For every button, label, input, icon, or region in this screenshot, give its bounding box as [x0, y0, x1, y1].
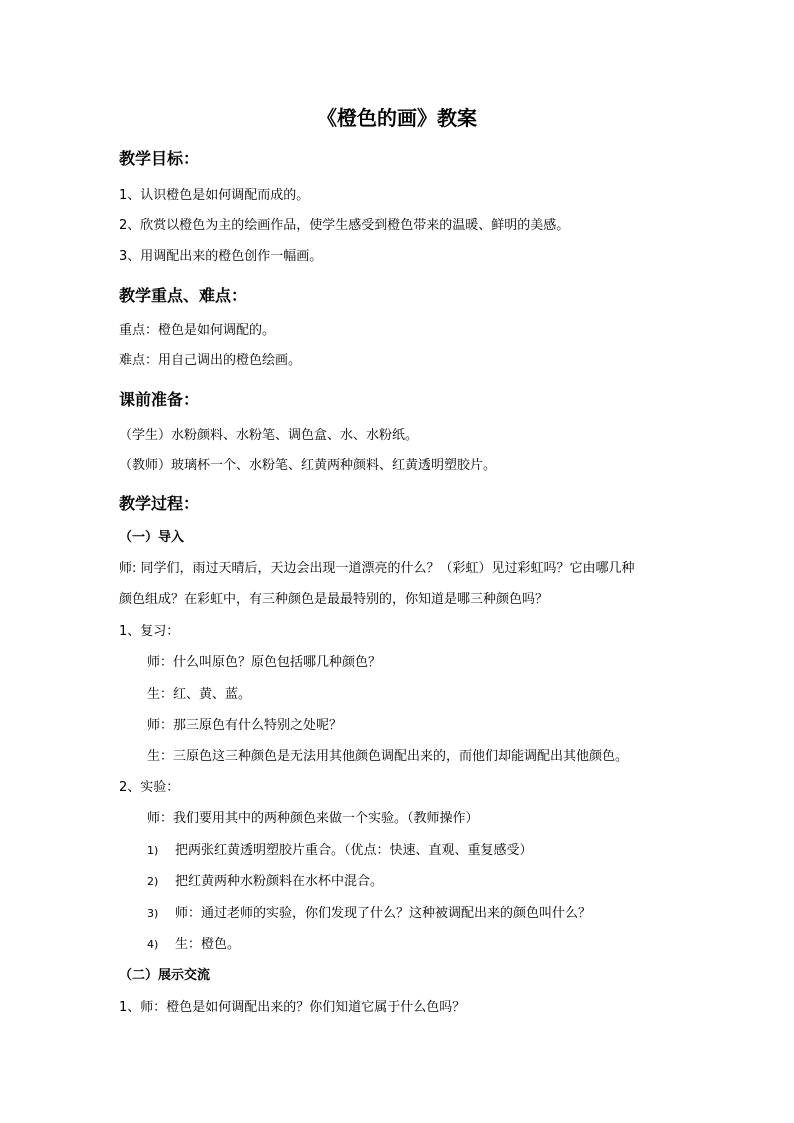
step-text: 把两张红黄透明塑胶片重合。（优点：快速、直观、重复感受） — [175, 843, 533, 858]
subsection-heading-intro: （一）导入 — [119, 530, 185, 545]
dialog-line: 师：那三原色有什么特别之处呢？ — [147, 718, 343, 733]
step-number: 3) — [147, 907, 159, 920]
prep-item: （学生）水粉颜料、水粉笔、调色盒、水、水粉纸。 — [119, 428, 419, 443]
goal-item: 2、欣赏以橙色为主的绘画作品，使学生感受到橙色带来的温暖、鲜明的美感。 — [119, 218, 570, 233]
subsection-heading-exchange: （二）展示交流 — [119, 968, 211, 983]
section-heading-prep: 课前准备： — [119, 390, 200, 409]
keypoint-item: 难点：用自己调出的橙色绘画。 — [119, 353, 302, 368]
experiment-intro: 师：我们要用其中的两种颜色来做一个实验。（教师操作） — [147, 811, 479, 826]
step-text: 师：通过老师的实验，你们发现了什么？这种被调配出来的颜色叫什么？ — [175, 906, 592, 921]
dialog-line: 生：红、黄、蓝。 — [147, 687, 252, 702]
intro-paragraph-line: 颜色组成？在彩虹中，有三种颜色是最最特别的，你知道是哪三种颜色吗？ — [119, 592, 549, 607]
section-heading-process: 教学过程： — [119, 494, 200, 513]
section-heading-keypoints: 教学重点、难点： — [119, 286, 248, 305]
section-heading-goals: 教学目标： — [119, 149, 200, 168]
step-number: 4) — [147, 938, 159, 951]
intro-paragraph-line: 师: 同学们，雨过天晴后，天边会出现一道漂亮的什么？（彩虹）见过彩虹吗？它由哪几种 — [119, 561, 635, 576]
step-text: 生：橙色。 — [175, 937, 241, 952]
goal-item: 3、用调配出来的橙色创作一幅画。 — [119, 249, 323, 264]
exchange-item: 1、师：橙色是如何调配出来的？你们知道它属于什么色吗？ — [119, 1000, 466, 1015]
experiment-label: 2、实验： — [119, 780, 180, 795]
review-label: 1、复习： — [119, 624, 180, 639]
step-text: 把红黄两种水粉颜料在水杯中混合。 — [175, 874, 384, 889]
dialog-line: 生：三原色这三种颜色是无法用其他颜色调配出来的，而他们却能调配出其他颜色。 — [147, 749, 629, 764]
dialog-line: 师：什么叫原色？原色包括哪几种颜色？ — [147, 655, 382, 670]
step-number: 2) — [147, 875, 159, 888]
step-number: 1) — [147, 844, 159, 857]
document-title: 《橙色的画》教案 — [317, 106, 477, 130]
goal-item: 1、认识橙色是如何调配而成的。 — [119, 188, 310, 203]
prep-item: （教师）玻璃杯一个、水粉笔、红黄两种颜料、红黄透明塑胶片。 — [119, 458, 497, 473]
keypoint-item: 重点：橙色是如何调配的。 — [119, 323, 276, 338]
